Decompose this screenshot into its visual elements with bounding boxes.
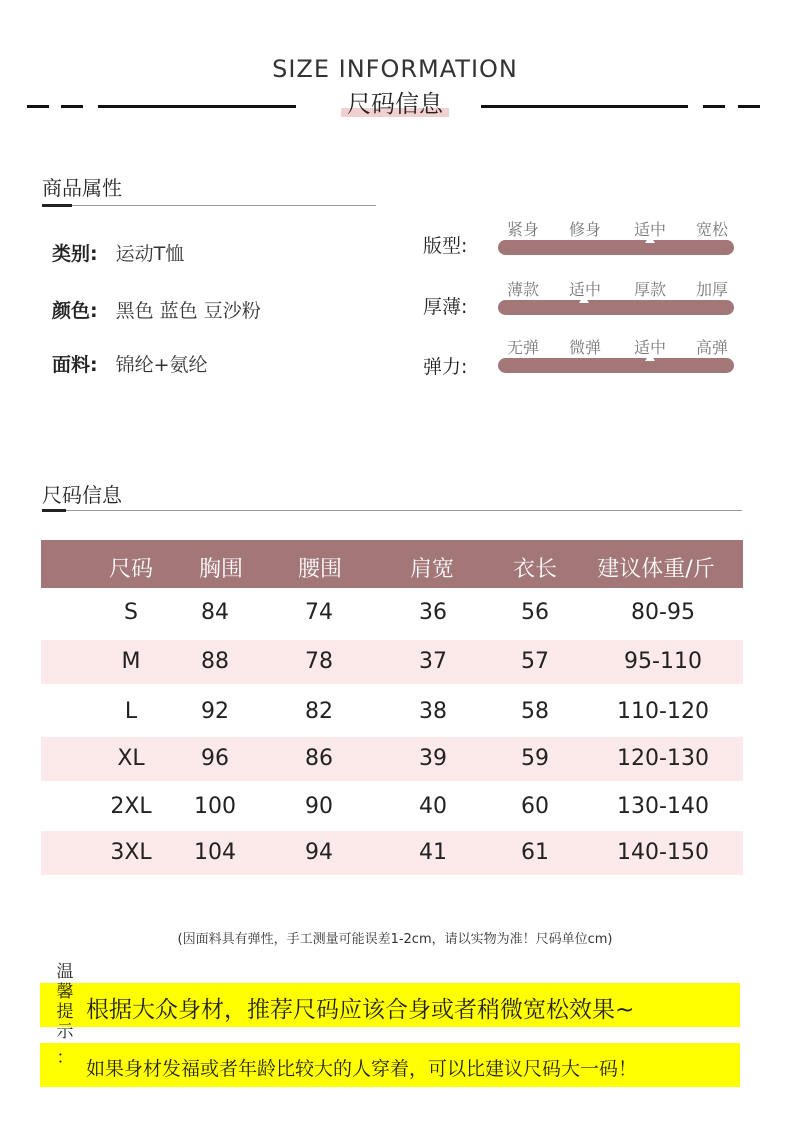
attribute-key: 类别: [52, 243, 98, 265]
meter-elasticity-bar [498, 358, 734, 373]
meter-elasticity-marker [645, 353, 655, 361]
attributes-section-accent [42, 204, 72, 207]
table-row [41, 785, 743, 829]
table-cell: 90 [305, 794, 333, 819]
table-cell: 3XL [110, 840, 152, 865]
header-dash-right-2 [738, 105, 760, 108]
table-cell: 100 [194, 794, 236, 819]
attribute-category [52, 239, 184, 266]
tip-label-char: 示 [56, 1022, 74, 1042]
meter-thickness-label: 厚薄: [423, 296, 468, 318]
table-cell: 140-150 [617, 840, 709, 865]
header-title-cn [341, 84, 449, 119]
meter-fit-label: 版型: [423, 235, 468, 257]
meter-option: 高弹 [695, 338, 729, 357]
table-cell: 78 [305, 649, 333, 674]
table-cell: 95-110 [624, 649, 702, 674]
meter-option: 加厚 [695, 280, 729, 299]
column-header-weight: 建议体重/斤 [597, 557, 715, 582]
attribute-value: 黑色 蓝色 豆沙粉 [115, 300, 261, 322]
size-section-accent [42, 509, 66, 512]
table-cell: 88 [201, 649, 229, 674]
tip-line-2: 如果身材发福或者年龄比较大的人穿着，可以比建议尺码大一码！ [86, 1058, 638, 1080]
table-cell: 41 [419, 840, 447, 865]
attribute-key: 颜色: [52, 300, 98, 322]
table-cell: 38 [419, 699, 447, 724]
size-section-divider [42, 510, 742, 511]
meter-option: 适中 [633, 338, 667, 357]
table-cell: XL [117, 746, 145, 771]
meter-thickness-bar [498, 300, 734, 315]
header-dash-left-1 [27, 105, 49, 108]
column-header-shoulder: 肩宽 [409, 557, 455, 582]
attribute-color [52, 296, 261, 323]
table-cell: 58 [521, 699, 549, 724]
tip-label [54, 962, 76, 1068]
column-header-length: 衣长 [512, 557, 558, 582]
header-line-left [98, 105, 296, 108]
table-cell: 37 [419, 649, 447, 674]
size-section-title: 尺码信息 [42, 483, 122, 507]
tip-label-char: 提 [56, 1002, 74, 1022]
attribute-key: 面料: [52, 354, 98, 376]
table-cell: 2XL [110, 794, 152, 819]
table-cell: 94 [305, 840, 333, 865]
meter-option: 修身 [568, 220, 602, 239]
attribute-fabric [52, 350, 208, 377]
table-cell: 82 [305, 699, 333, 724]
meter-option: 厚款 [633, 280, 667, 299]
table-cell: 40 [419, 794, 447, 819]
attribute-value: 运动T恤 [115, 243, 185, 265]
meter-option: 薄款 [506, 280, 540, 299]
table-cell: 56 [521, 600, 549, 625]
column-header-chest: 胸围 [198, 557, 244, 582]
meter-fit-bar [498, 240, 734, 255]
table-row [41, 690, 743, 734]
table-cell: 59 [521, 746, 549, 771]
attributes-section-divider [42, 205, 376, 206]
table-row [41, 831, 743, 875]
meter-option: 无弹 [506, 338, 540, 357]
table-cell: 39 [419, 746, 447, 771]
table-row [41, 737, 743, 781]
table-cell: 36 [419, 600, 447, 625]
column-header-waist: 腰围 [297, 557, 343, 582]
header-line-right [481, 105, 688, 108]
table-row [41, 640, 743, 684]
table-cell: 61 [521, 840, 549, 865]
tip-label-char: 馨 [56, 982, 74, 1002]
header-title-cn-text: 尺码信息 [347, 90, 443, 118]
table-cell: 60 [521, 794, 549, 819]
header-title-en: SIZE INFORMATION [272, 55, 518, 83]
column-header-size: 尺码 [108, 557, 154, 582]
tip-label-char: ： [56, 1048, 74, 1068]
table-cell: M [121, 649, 141, 674]
table-cell: 130-140 [617, 794, 709, 819]
table-cell: S [124, 600, 138, 625]
table-cell: 80-95 [631, 600, 695, 625]
size-table-header [41, 540, 743, 588]
measurement-note: (因面料具有弹性，手工测量可能误差1-2cm，请以实物为准！尺码单位cm) [177, 932, 613, 947]
table-cell: 120-130 [617, 746, 709, 771]
attribute-value: 锦纶+氨纶 [115, 354, 208, 376]
header-dash-right-1 [703, 105, 725, 108]
table-cell: 84 [201, 600, 229, 625]
meter-elasticity-label: 弹力: [423, 356, 468, 378]
meter-option: 适中 [568, 280, 602, 299]
meter-option: 紧身 [506, 220, 540, 239]
table-cell: 96 [201, 746, 229, 771]
table-cell: 110-120 [617, 699, 709, 724]
meter-fit-marker [645, 235, 655, 243]
header-dash-left-2 [61, 105, 83, 108]
attributes-section-title: 商品属性 [42, 176, 122, 200]
table-cell: L [124, 699, 138, 724]
tip-label-char: 温 [56, 962, 74, 982]
meter-option: 适中 [633, 220, 667, 239]
meter-thickness-marker [579, 295, 589, 303]
tip-line-1: 根据大众身材，推荐尺码应该合身或者稍微宽松效果~ [86, 997, 635, 1023]
meter-option: 宽松 [695, 220, 729, 239]
meter-option: 微弹 [568, 338, 602, 357]
table-cell: 57 [521, 649, 549, 674]
table-cell: 74 [305, 600, 333, 625]
table-row [41, 591, 743, 635]
table-cell: 104 [194, 840, 236, 865]
table-cell: 92 [201, 699, 229, 724]
table-cell: 86 [305, 746, 333, 771]
